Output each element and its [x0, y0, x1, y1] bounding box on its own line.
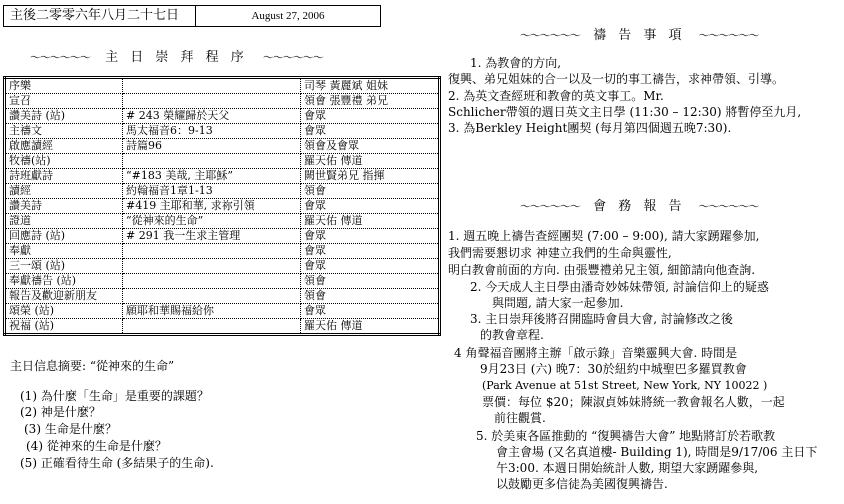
table-row: [5, 184, 440, 199]
affairs-line: 的教會章程.: [480, 328, 544, 342]
order-content: [123, 154, 301, 169]
wave-decoration-left-icon: ～～～～～～: [30, 51, 90, 64]
prayer-line: 1. 為教會的方向,: [470, 56, 562, 70]
sermon-point: (2) 神是什麼？: [20, 405, 101, 419]
order-item: 三一頌 (站): [5, 259, 123, 274]
wave-decoration-right-icon: ～～～～～～: [698, 200, 759, 213]
order-leader: 領會及會眾: [301, 139, 440, 154]
order-item: 報告及歡迎新朋友: [5, 289, 123, 304]
order-leader: 領會 張豐禮 弟兄: [301, 94, 440, 109]
sermon-heading: 主日信息摘要: “從神來的生命”: [10, 359, 175, 373]
sermon-point: (4) 從神來的生命是什麼？: [26, 439, 167, 453]
affairs-line: 9月23日 (六) 晚7：30於紐約中城聖巴多羅買教會: [480, 362, 747, 376]
order-item: 讀經: [5, 184, 123, 199]
affairs-title: 會 務 報 告: [593, 199, 686, 214]
order-leader: 會眾: [301, 304, 440, 319]
order-item: 牧禱(站): [5, 154, 123, 169]
order-content: “#183 美哉, 主耶穌”: [123, 169, 301, 184]
order-content: 馬太福音6：9-13: [123, 124, 301, 139]
order-item: 奉獻: [5, 244, 123, 259]
order-item: 宣召: [5, 94, 123, 109]
affairs-line: 會主會場 (又名真道樓- Building 1), 時間是9/17/06 主日下: [496, 445, 818, 459]
order-leader: 羅天佑 傳道: [301, 319, 440, 335]
affairs-line: 午3:00. 本週日開始統計人數, 期望大家踴躍參與,: [496, 461, 759, 475]
table-row: [5, 78, 440, 94]
wave-decoration-left-icon: ～～～～～～: [520, 200, 580, 213]
affairs-line: 與問題, 請大家一起參加.: [492, 296, 624, 310]
worship-title-row: [30, 46, 323, 65]
order-content: # 291 我一生求主管理: [123, 229, 301, 244]
order-item: 主禱文: [5, 124, 123, 139]
table-row: [5, 289, 440, 304]
table-row: [5, 244, 440, 259]
order-leader: 會眾: [301, 229, 440, 244]
order-leader: 司琴 黃麗斌 姐妹: [301, 78, 440, 94]
prayer-line: 3. 為Berkley Height團契 (每月第四個週五晚7:30).: [448, 121, 732, 135]
affairs-line: 5. 於美東各區推動的 “復興禱告大會” 地點將訂於若歌教: [476, 429, 776, 443]
worship-title: 主 日 崇 拜 程 序: [105, 50, 248, 65]
order-leader: 領會: [301, 184, 440, 199]
table-row: [5, 199, 440, 214]
order-item: 序樂: [5, 78, 123, 94]
order-leader: 會眾: [301, 259, 440, 274]
order-leader: 會眾: [301, 244, 440, 259]
order-content: [123, 244, 301, 259]
order-item: 讚美詩: [5, 199, 123, 214]
affairs-line: (Park Avenue at 51st Street, New York, NY 10022 ): [482, 379, 768, 392]
affairs-line: 前往觀賞.: [494, 411, 546, 425]
table-row: [5, 169, 440, 184]
order-leader: 羅天佑 傳道: [301, 214, 440, 229]
prayer-line: Schlicher帶領的週日英文主日學 (11:30 – 12:30) 將暫停至九月,: [448, 105, 802, 119]
affairs-line: 3. 主日崇拜後將召開臨時會員大會, 討論修改之後: [470, 312, 733, 326]
order-content: # 243 榮耀歸於天父: [123, 109, 301, 124]
order-item: 祝福 (站): [5, 319, 123, 335]
order-content: [123, 78, 301, 94]
affairs-title-row: [520, 195, 759, 214]
order-content: [123, 259, 301, 274]
prayer-title: 禱 告 事 項: [593, 28, 686, 43]
table-row: [5, 229, 440, 244]
order-item: 詩班獻詩: [5, 169, 123, 184]
order-leader: 羅天佑 傳道: [301, 154, 440, 169]
table-row: [5, 259, 440, 274]
affairs-line: 以鼓勵更多信徒為美國復興禱告.: [496, 477, 668, 491]
order-content: [123, 274, 301, 289]
order-content: #419 主耶和華, 求祢引領: [123, 199, 301, 214]
affairs-line: 1. 週五晚上禱告查經團契 (7:00 – 9:00), 請大家踴躍參加,: [448, 229, 760, 243]
order-item: 奉獻禱告 (站): [5, 274, 123, 289]
order-leader: 領會: [301, 289, 440, 304]
order-item: 頌榮 (站): [5, 304, 123, 319]
table-row: [5, 109, 440, 124]
order-content: 約翰福音1章1-13: [123, 184, 301, 199]
order-leader: 會眾: [301, 199, 440, 214]
order-content: “從神來的生命”: [123, 214, 301, 229]
sermon-point: (3) 生命是什麼？: [24, 422, 117, 436]
order-content: [123, 319, 301, 335]
table-row: [5, 124, 440, 139]
worship-order-table: [3, 76, 441, 336]
affairs-line: 明白教會前面的方向. 由張豐禮弟兄主領, 細節請向他查詢.: [448, 263, 756, 277]
affairs-line: 4 角聲福音團將主辦「啟示錄」音樂靈興大會. 時間是: [454, 346, 738, 360]
prayer-title-row: [520, 24, 759, 43]
order-leader: 會眾: [301, 109, 440, 124]
order-leader: 會眾: [301, 124, 440, 139]
wave-decoration-right-icon: ～～～～～～: [262, 51, 323, 64]
table-row: [5, 274, 440, 289]
order-content: 詩篇96: [123, 139, 301, 154]
sermon-point: (1) 為什麼「生命」是重要的課題？: [20, 389, 209, 403]
table-row: [5, 94, 440, 109]
order-content: 願耶和華賜福給你: [123, 304, 301, 319]
affairs-line: 票價：每位 $20；陳淑貞姊妹將統一教會報名人數，一起: [482, 395, 785, 409]
prayer-line: 復興、弟兄姐妹的合一以及一切的事工禱告，求神帶領、引導。: [448, 72, 785, 86]
order-leader: 領會: [301, 274, 440, 289]
affairs-line: 2. 今天成人主日學由潘奇妙姊妹帶領, 討論信仰上的疑惑: [470, 280, 769, 294]
order-leader: 闕世賢弟兄 指揮: [301, 169, 440, 184]
order-item: 回應詩 (站): [5, 229, 123, 244]
order-item: 啟應讀經: [5, 139, 123, 154]
prayer-line: 2. 為英文查經班和教會的英文事工。Mr.: [448, 89, 664, 103]
order-item: 讚美詩 (站): [5, 109, 123, 124]
table-row: [5, 304, 440, 319]
date-chinese: 主後二零零六年八月二十七日: [4, 6, 196, 26]
sermon-point: (5) 正確看待生命 (多結果子的生命).: [20, 456, 214, 470]
order-content: [123, 289, 301, 304]
order-item: 證道: [5, 214, 123, 229]
date-english: August 27, 2006: [251, 10, 325, 22]
wave-decoration-left-icon: ～～～～～～: [520, 29, 580, 42]
table-row: [5, 319, 440, 335]
order-content: [123, 94, 301, 109]
date-box: [3, 5, 381, 27]
wave-decoration-right-icon: ～～～～～～: [698, 29, 759, 42]
affairs-line: 我們需要懇切求 神建立我們的生命與靈性,: [448, 246, 672, 260]
table-row: [5, 154, 440, 169]
table-row: [5, 214, 440, 229]
table-row: [5, 139, 440, 154]
